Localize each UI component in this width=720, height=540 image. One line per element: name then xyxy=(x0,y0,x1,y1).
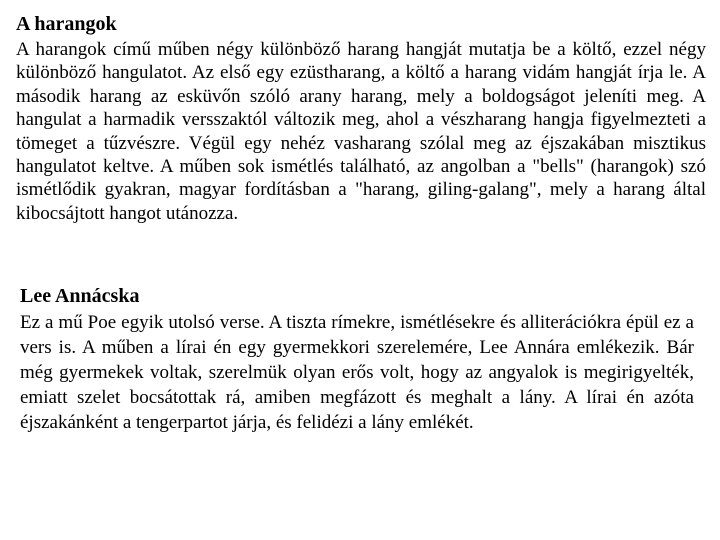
section-harangok xyxy=(16,12,706,225)
section-paragraph: Ez a mű Poe egyik utolsó verse. A tiszta rímekre, ismétlésekre és alliterációkra épül ez a vers is. A műben a lírai én egy gyermekkori szerelemére, Lee Annára emlékezik. Bár még gyermekek voltak, szerelmük olyan erős volt, hogy az angyalok is megirigyelték, emiatt szelet bocsátottak rá, amiben megfázott és meghalt a lány. A lírai én azóta éjszakánként a tengerpartot járja, és felidézi a lány emlékét. xyxy=(20,312,694,433)
section-lee-annacska xyxy=(20,284,694,435)
section-paragraph: A harangok című műben négy különböző harang hangját mutatja be a költő, ezzel négy különböző hangulatot. Az első egy ezüstharang, a költő a harang vidám hangját írja le. A második harang az esküvőn szóló arany harang, mely a boldogságot jeleníti meg. A hangulat a harmadik versszaktól változik meg, ahol a vészharang hangja figyelmezteti a tömeget a tűzvészre. Végül egy nehéz vasharang szólal meg az éjszakában misztikus hangulatot keltve. A műben sok ismétlés található, az angolban a "bells" (harangok) szó ismétlődik gyakran, magyar fordításban a "harang, giling-galang", mely a harang által kibocsájtott hangot utánozza. xyxy=(16,39,706,224)
section-heading: A harangok xyxy=(16,13,117,35)
section-heading: Lee Annácska xyxy=(20,285,140,307)
